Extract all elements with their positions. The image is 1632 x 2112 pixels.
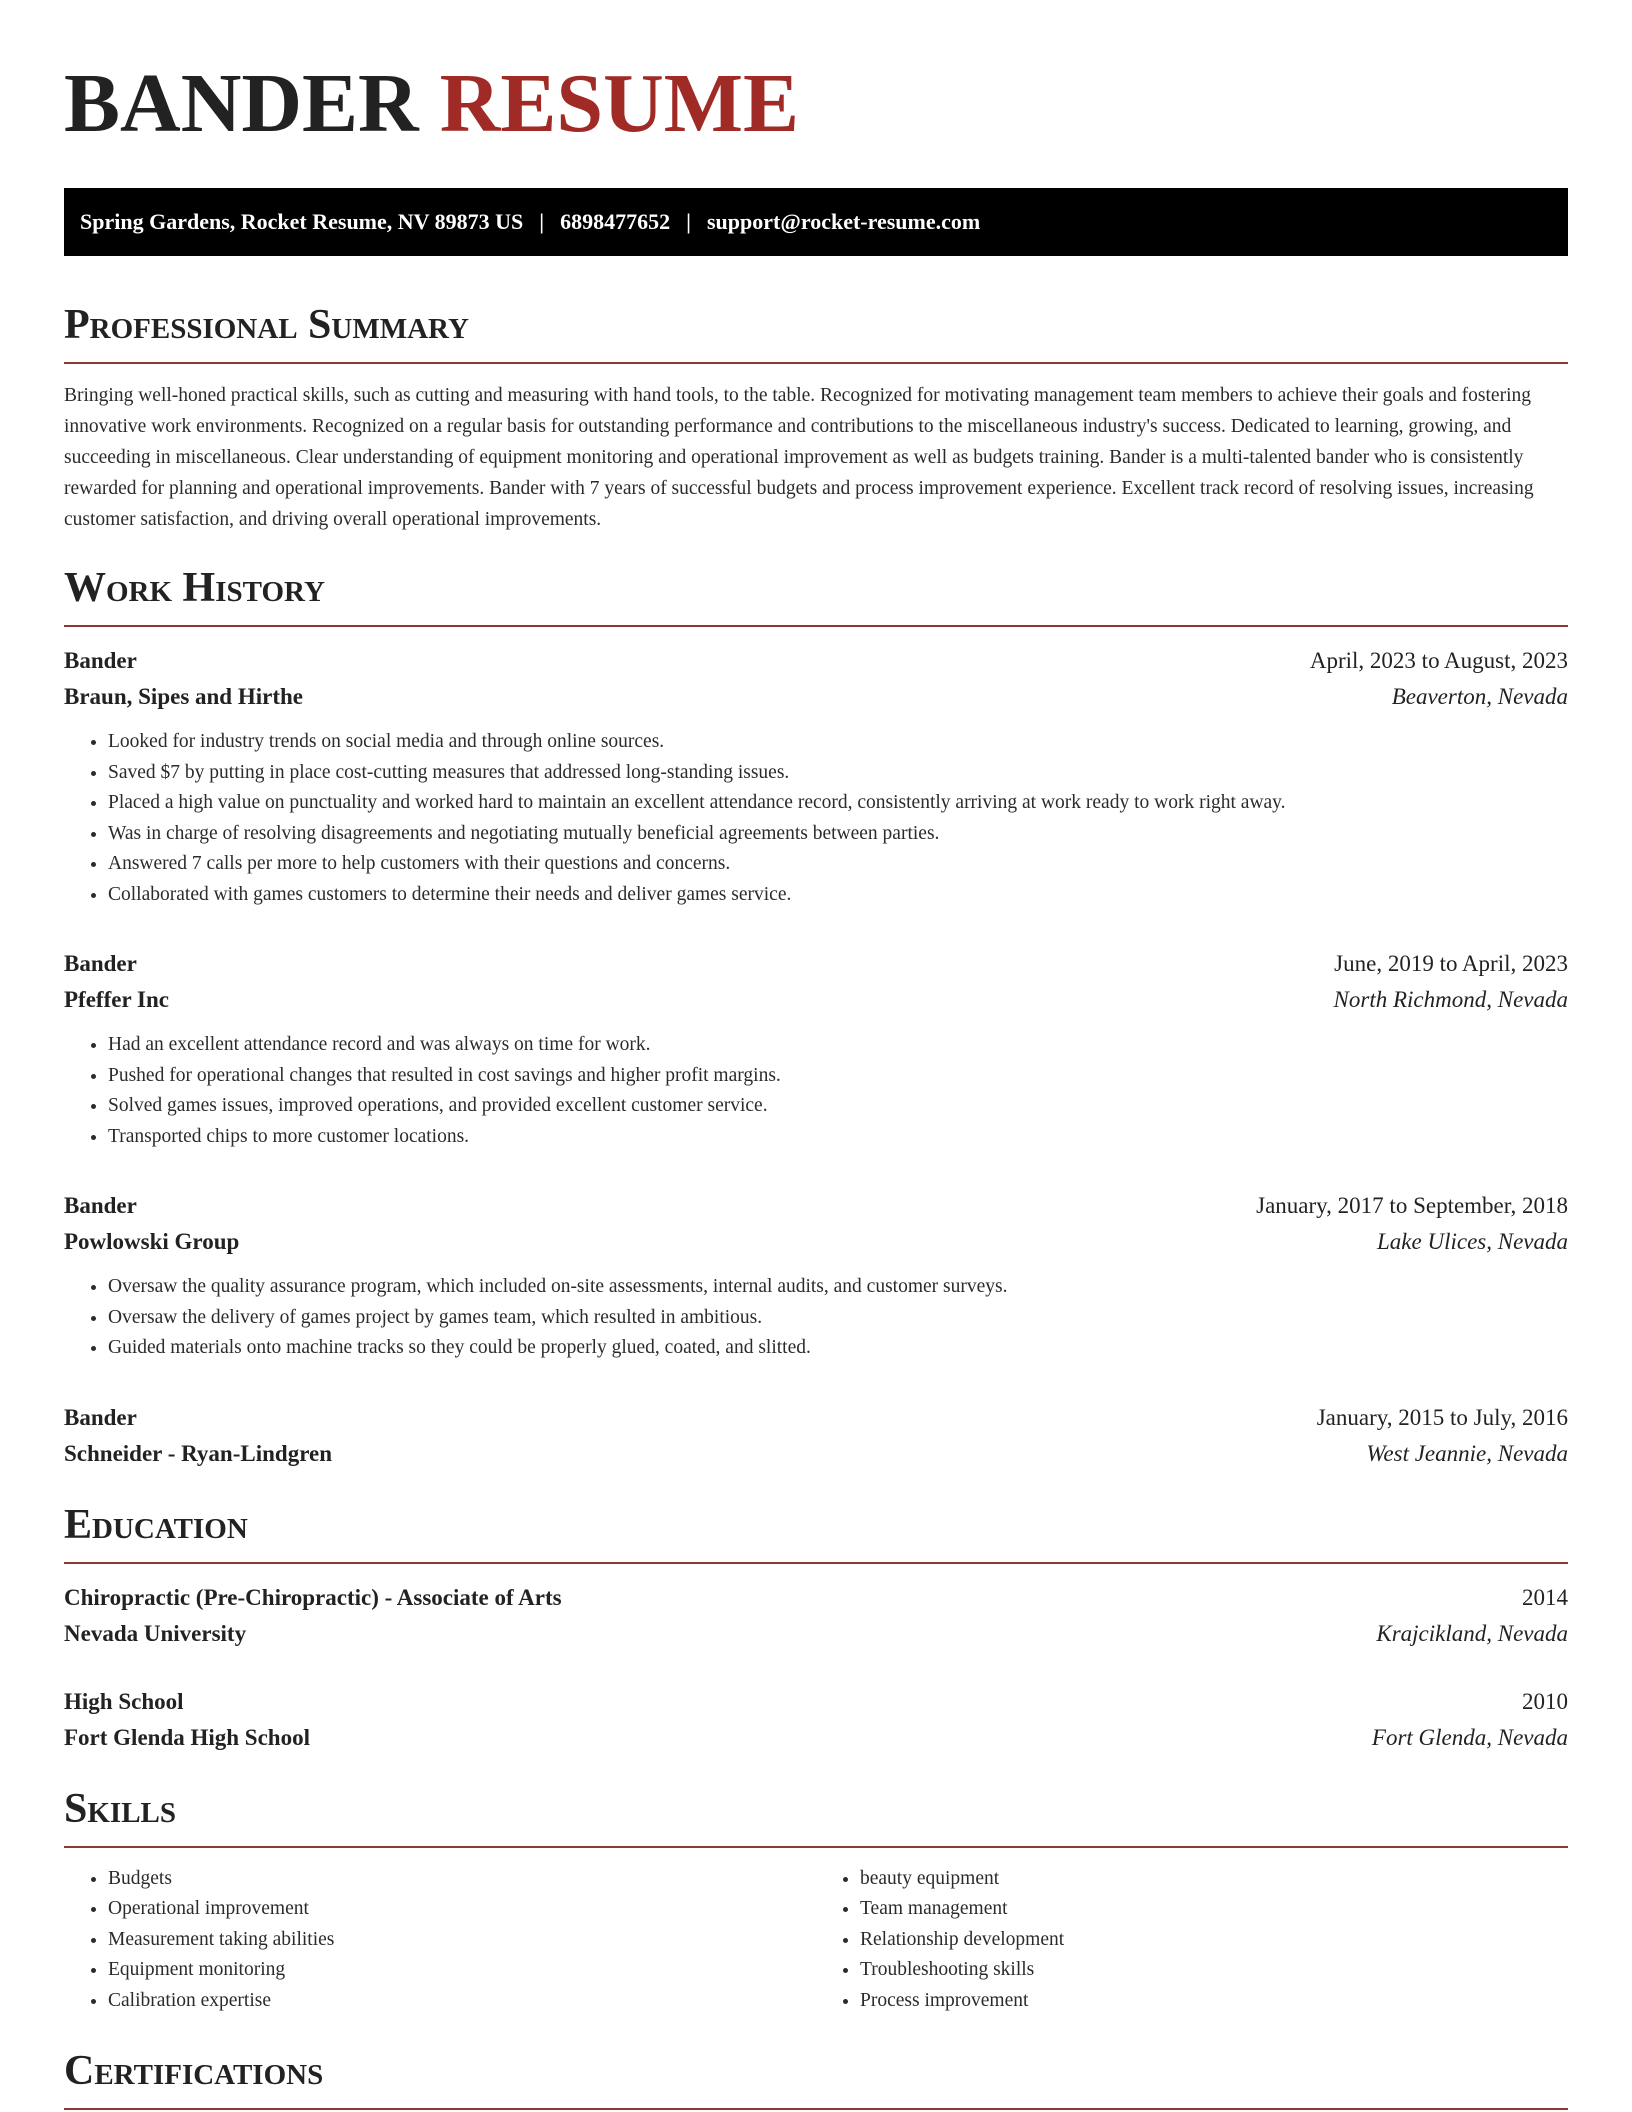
job-bullet-list — [64, 1272, 1568, 1364]
skill-item: • beauty equipment — [860, 1864, 1568, 1895]
summary-text: Bringing well-honed practical skills, such as cutting and measuring with hand tools, to the table. Recognized for motivating management team members to achieve their goals and fostering innovative work environments. Recognized on a regular basis for outstanding performance and contributions to the miscellaneous industry's success. Dedicated to learning, growing, and succeeding in miscellaneous. Clear understanding of equipment monitoring and operational improvement as well as budgets training. Bander is a multi-talented bander who is consistently rewarded for planning and operational improvements. Bander with 7 years of successful budgets and process improvement experience. Excellent track record of resolving issues, increasing customer satisfaction, and driving overall operational improvements. — [64, 385, 1534, 530]
job-entry — [64, 643, 1568, 910]
job-bullet: • Placed a high value on punctuality and worked hard to maintain an excellent attendance record, consistently arriving at work ready to work right away. — [108, 788, 1568, 819]
job-entry — [64, 1400, 1568, 1472]
summary-section — [64, 300, 1568, 535]
section-title-summary: Professional Summary — [64, 302, 469, 348]
skill-item: • Operational improvement — [108, 1894, 816, 1925]
job-dates: April, 2023 to August, 2023 — [1309, 648, 1568, 673]
job-bullet: • Oversaw the quality assurance program, which included on-site assessments, internal audits, and customer surveys. — [108, 1272, 1568, 1303]
section-title-skills: Skills — [64, 1785, 177, 1832]
section-title-education: Education — [64, 1501, 248, 1548]
education-degree: High School — [64, 1688, 184, 1714]
education-entry — [64, 1684, 1568, 1756]
contact-separator: | — [539, 209, 545, 234]
job-bullet: • Solved games issues, improved operations, and provided excellent customer service. — [108, 1091, 1568, 1122]
job-bullet: • Answered 7 calls per more to help customers with their questions and concerns. — [108, 849, 1568, 880]
skill-item: • Team management — [860, 1894, 1568, 1925]
job-role: Bander — [64, 951, 137, 976]
job-location: West Jeannie, Nevada — [1366, 1440, 1568, 1466]
section-title-certifications: Certifications — [64, 2048, 324, 2094]
education-year: 2014 — [1522, 1584, 1568, 1610]
job-location: Lake Ulices, Nevada — [1377, 1229, 1568, 1254]
skills-grid — [64, 1864, 1568, 2017]
skill-item: • Measurement taking abilities — [108, 1925, 816, 1956]
skill-item: • Troubleshooting skills — [860, 1955, 1568, 1986]
job-bullet: • Had an excellent attendance record and was always on time for work. — [108, 1030, 1568, 1061]
section-divider — [64, 362, 1568, 364]
skill-item: • Relationship development — [860, 1925, 1568, 1956]
job-bullet-list — [64, 1030, 1568, 1152]
skills-column-left — [64, 1864, 816, 2017]
skills-section — [64, 1784, 1568, 2017]
section-divider — [64, 2108, 1568, 2110]
education-location: Fort Glenda, Nevada — [1371, 1724, 1568, 1750]
job-bullet: • Was in charge of resolving disagreements and negotiating mutually beneficial agreements between parties. — [108, 819, 1568, 850]
job-bullet: • Pushed for operational changes that resulted in cost savings and higher profit margins. — [108, 1061, 1568, 1092]
job-company: Braun, Sipes and Hirthe — [64, 684, 303, 709]
work-history-section — [64, 563, 1568, 1472]
skill-item: • Calibration expertise — [108, 1986, 816, 2017]
name-first: BANDER — [64, 57, 419, 150]
job-bullet: • Transported chips to more customer locations. — [108, 1122, 1568, 1153]
job-role: Bander — [64, 1404, 137, 1430]
education-year: 2010 — [1522, 1688, 1568, 1714]
job-bullet: • Collaborated with games customers to determine their needs and deliver games service. — [108, 880, 1568, 911]
job-bullet-list — [64, 727, 1568, 910]
job-company: Schneider - Ryan-Lindgren — [64, 1440, 332, 1466]
education-degree: Chiropractic (Pre-Chiropractic) - Associate of Arts — [64, 1584, 562, 1610]
job-company: Pfeffer Inc — [64, 987, 169, 1012]
job-bullet: • Oversaw the delivery of games project by games team, which resulted in ambitious. — [108, 1303, 1568, 1334]
job-bullet: • Looked for industry trends on social media and through online sources. — [108, 727, 1568, 758]
job-bullet: • Saved $7 by putting in place cost-cutting measures that addressed long-standing issues. — [108, 758, 1568, 789]
education-school: Nevada University — [64, 1620, 247, 1646]
education-school: Fort Glenda High School — [64, 1724, 310, 1750]
section-divider — [64, 625, 1568, 627]
skill-item: • Budgets — [108, 1864, 816, 1895]
education-location: Krajcikland, Nevada — [1376, 1620, 1568, 1646]
skills-column-right — [816, 1864, 1568, 2017]
job-dates: January, 2017 to September, 2018 — [1256, 1193, 1568, 1218]
job-bullet: • Guided materials onto machine tracks so they could be properly glued, coated, and slitted. — [108, 1333, 1568, 1364]
education-section — [64, 1500, 1568, 1756]
job-company: Powlowski Group — [64, 1229, 240, 1254]
education-entry — [64, 1580, 1568, 1652]
contact-bar — [64, 188, 1568, 256]
job-role: Bander — [64, 1193, 137, 1218]
job-dates: June, 2019 to April, 2023 — [1334, 951, 1568, 976]
section-title-work-history: Work History — [64, 565, 325, 611]
job-role: Bander — [64, 648, 137, 673]
resume-name-heading — [64, 58, 1568, 150]
section-divider — [64, 1562, 1568, 1564]
name-last: RESUME — [439, 57, 800, 150]
section-divider — [64, 1846, 1568, 1848]
contact-separator: | — [686, 209, 691, 234]
job-entry — [64, 1188, 1568, 1364]
job-location: Beaverton, Nevada — [1391, 684, 1568, 709]
contact-phone: 6898477652 — [560, 209, 671, 234]
certifications-section — [64, 2046, 1568, 2110]
skill-item: • Process improvement — [860, 1986, 1568, 2017]
job-location: North Richmond, Nevada — [1333, 987, 1568, 1012]
job-entry — [64, 946, 1568, 1152]
contact-address: Spring Gardens, Rocket Resume, NV 89873 US — [80, 209, 524, 234]
contact-email: support@rocket-resume.com — [707, 209, 981, 234]
skill-item: • Equipment monitoring — [108, 1955, 816, 1986]
job-dates: January, 2015 to July, 2016 — [1316, 1404, 1568, 1430]
